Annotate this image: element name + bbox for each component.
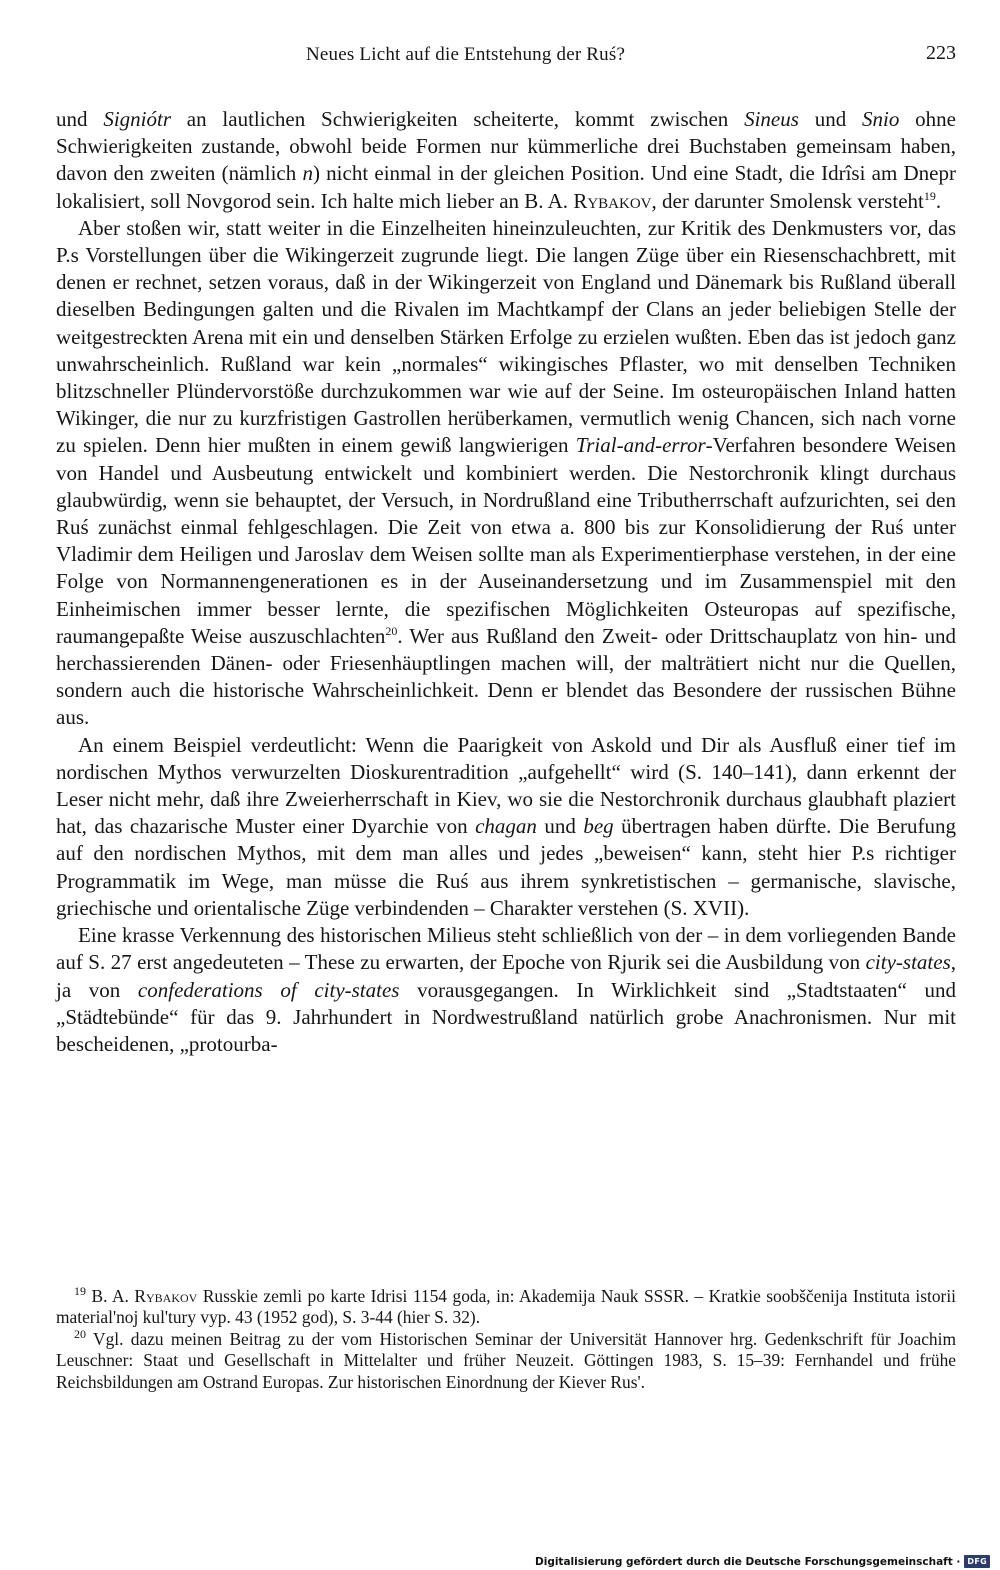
- running-title: Neues Licht auf die Entstehung der Ruś?: [306, 44, 626, 65]
- italic-term: chagan: [475, 814, 537, 839]
- paragraph: [56, 106, 956, 215]
- author-name: Rybakov: [573, 188, 652, 213]
- text-run: , der darunter Smolensk versteht: [651, 188, 924, 213]
- footnote-ref[interactable]: 19: [923, 188, 936, 203]
- footnote-number: 19: [74, 1284, 86, 1299]
- paragraph: [56, 732, 956, 922]
- text-run: , ja von: [56, 950, 956, 1002]
- footnote-number: 20: [74, 1327, 86, 1342]
- italic-term: Signiótr: [103, 107, 171, 131]
- credit-text: Digitalisierung gefördert durch die Deutsche Forschungsgemeinschaft ·: [535, 1555, 961, 1568]
- text-run: .: [935, 188, 942, 213]
- footnote-20: [56, 1329, 956, 1393]
- text-run: B. A.: [86, 1286, 135, 1306]
- text-run: vorausgegangen. In Wirklichkeit sind „Stadtstaaten“ und „Städtebünde“ für das 9. Jahrhundert in Nordwestrußland natürlich grobe Anachronismen. Nur mit bescheidenen, „protourba-: [56, 977, 956, 1056]
- text-run: Russkie zemli po karte Idrisi 1154 goda, in: Akademija Nauk SSSR. – Kratkie soobščenija Instituta istorii material'noj kul'tury vyp. 43 (1952 god), S. 3-44 (hier S. 32).: [56, 1286, 956, 1328]
- dfg-logo-icon: DFG: [964, 1555, 990, 1568]
- paragraph: [56, 922, 956, 1058]
- text-run: und: [56, 107, 104, 131]
- italic-term: n: [302, 161, 313, 186]
- italic-term: city-states: [865, 950, 951, 975]
- footnote-19: [56, 1286, 956, 1329]
- italic-term: beg: [583, 814, 614, 839]
- text-run: an lautlichen Schwierigkeiten scheiterte, kommt zwischen: [171, 107, 745, 131]
- digitization-credit: [535, 1555, 990, 1568]
- page-header: [56, 44, 956, 78]
- text-run: -Verfahren besondere Weisen von Handel und Ausbeutung entwickelt und kombiniert werden. Die Nestorchronik klingt durchaus glaubwürdig, wenn sie behauptet, der Versuch, in Nordrußland eine Tributherrschaft aufzurichten, sei den Ruś zunächst einmal fehlgeschlagen. Die Zeit von etwa a. 800 bis zur Konsolidierung der Ruś unter Vladimir dem Heiligen und Jaroslav dem Weisen sollte man als Experimentierphase verstehen, in der eine Folge von Normannengenerationen es in der Auseinandersetzung und im Zusammenspiel mit den Einheimischen immer besser lernte, die spezifischen Möglichkeiten Osteuropas auf spezifische, raumangepaßte Weise auszuschlachten: [56, 433, 956, 648]
- italic-term: Snio: [862, 107, 900, 131]
- text-run: übertragen haben dürfte. Die Berufung auf den nordischen Mythos, mit dem man alles und jedes „beweisen“ kann, steht hier P.s richtiger Programmatik im Wege, man müsse die Ruś aus ihrem synkretistischen – germanische, slavische, griechische und orientalische Züge verbindenden – Charakter verstehen (S. XVII).: [56, 814, 956, 920]
- italic-term: confederations of city-states: [137, 977, 400, 1002]
- italic-term: Sineus: [744, 107, 799, 131]
- text-run: ) nicht einmal in der gleichen Position. Und eine Stadt, die Idrîsi am Dnepr lokalisiert, soll Novgorod sein. Ich halte mich lieber an B. A.: [56, 161, 956, 213]
- paragraph: [56, 215, 956, 732]
- text-run: und: [536, 814, 584, 839]
- text-run: und: [798, 107, 863, 131]
- italic-term: Trial-and-error: [575, 433, 706, 458]
- text-run: Vgl. dazu meinen Beitrag zu der vom Historischen Seminar der Universität Hannover hrg. Gedenkschrift für Joachim Leuschner: Staat und Gesellschaft in Mittelalter und früher Neuzeit. Göttingen 1983, S. 15–39: Fernhandel und frühe Reichsbildungen am Ostrand Europas. Zur historischen Einordnung der Kiever Rus'.: [56, 1328, 956, 1392]
- text-run: Eine krasse Verkennung des historischen Milieus steht schließlich von der – in dem vorliegenden Bande auf S. 27 erst angedeuteten – These zu erwarten, der Epoche von Rjurik sei die Ausbildung von: [56, 923, 956, 975]
- text-run: An einem Beispiel verdeutlicht: Wenn die Paarigkeit von Askold und Dir als Ausfluß einer tief im nordischen Mythos verwurzelten Dioskurentradition „aufgehellt“ wird (S. 140–141), dann erkennt der Leser nicht mehr, daß ihre Zweierherrschaft in Kiev, wo sie die Nestorchronik durchaus glaubhaft plaziert hat, das chazarische Muster einer Dyarchie von: [56, 732, 956, 839]
- footnote-ref[interactable]: 20: [385, 623, 398, 638]
- footnotes: [56, 1286, 956, 1393]
- author-name: Rybakov: [134, 1286, 198, 1306]
- page-number: 223: [926, 42, 956, 64]
- text-run: . Wer aus Rußland den Zweit- oder Drittschauplatz von hin- und herchassierenden Dänen- oder Friesenhäuptlingen machen will, der malträtiert nicht nur die Quellen, sondern auch die historische Wahrscheinlichkeit. Denn er blendet das Besondere der russischen Bühne aus.: [56, 623, 956, 730]
- text-run: ohne Schwierigkeiten zustande, obwohl beide Formen nur kümmerliche drei Buchstaben gemeinsam haben, davon den zweiten (nämlich: [56, 107, 957, 186]
- main-text: [56, 106, 956, 1058]
- text-run: Aber stoßen wir, statt weiter in die Einzelheiten hineinzuleuchten, zur Kritik des Denkmusters vor, das P.s Vorstellungen über die Wikingerzeit zugrunde liegt. Die langen Züge über ein Riesenschachbrett, mit denen er rechnet, setzen voraus, daß in der Wikingerzeit von England und Dänemark bis Rußland überall dieselben Bedingungen galten und die Rivalen im Machtkampf der Clans an jeder beliebigen Stelle der weitgestreckten Arena mit ein und denselben Stärken Erfolge zu erzielen wußten. Eben das ist jedoch ganz unwahrscheinlich. Rußland war kein „normales“ wikingisches Pflaster, wo mit denselben Techniken blitzschneller Plündervorstöße durchzukommen war wie auf der Seine. Im osteuropäischen Inland hatten Wikinger, die nur zu kurzfristigen Gastrollen herüberkamen, vermutlich wenig Chancen, sich nach vorne zu spielen. Denn hier mußten in einem gewiß langwierigen: [56, 215, 956, 458]
